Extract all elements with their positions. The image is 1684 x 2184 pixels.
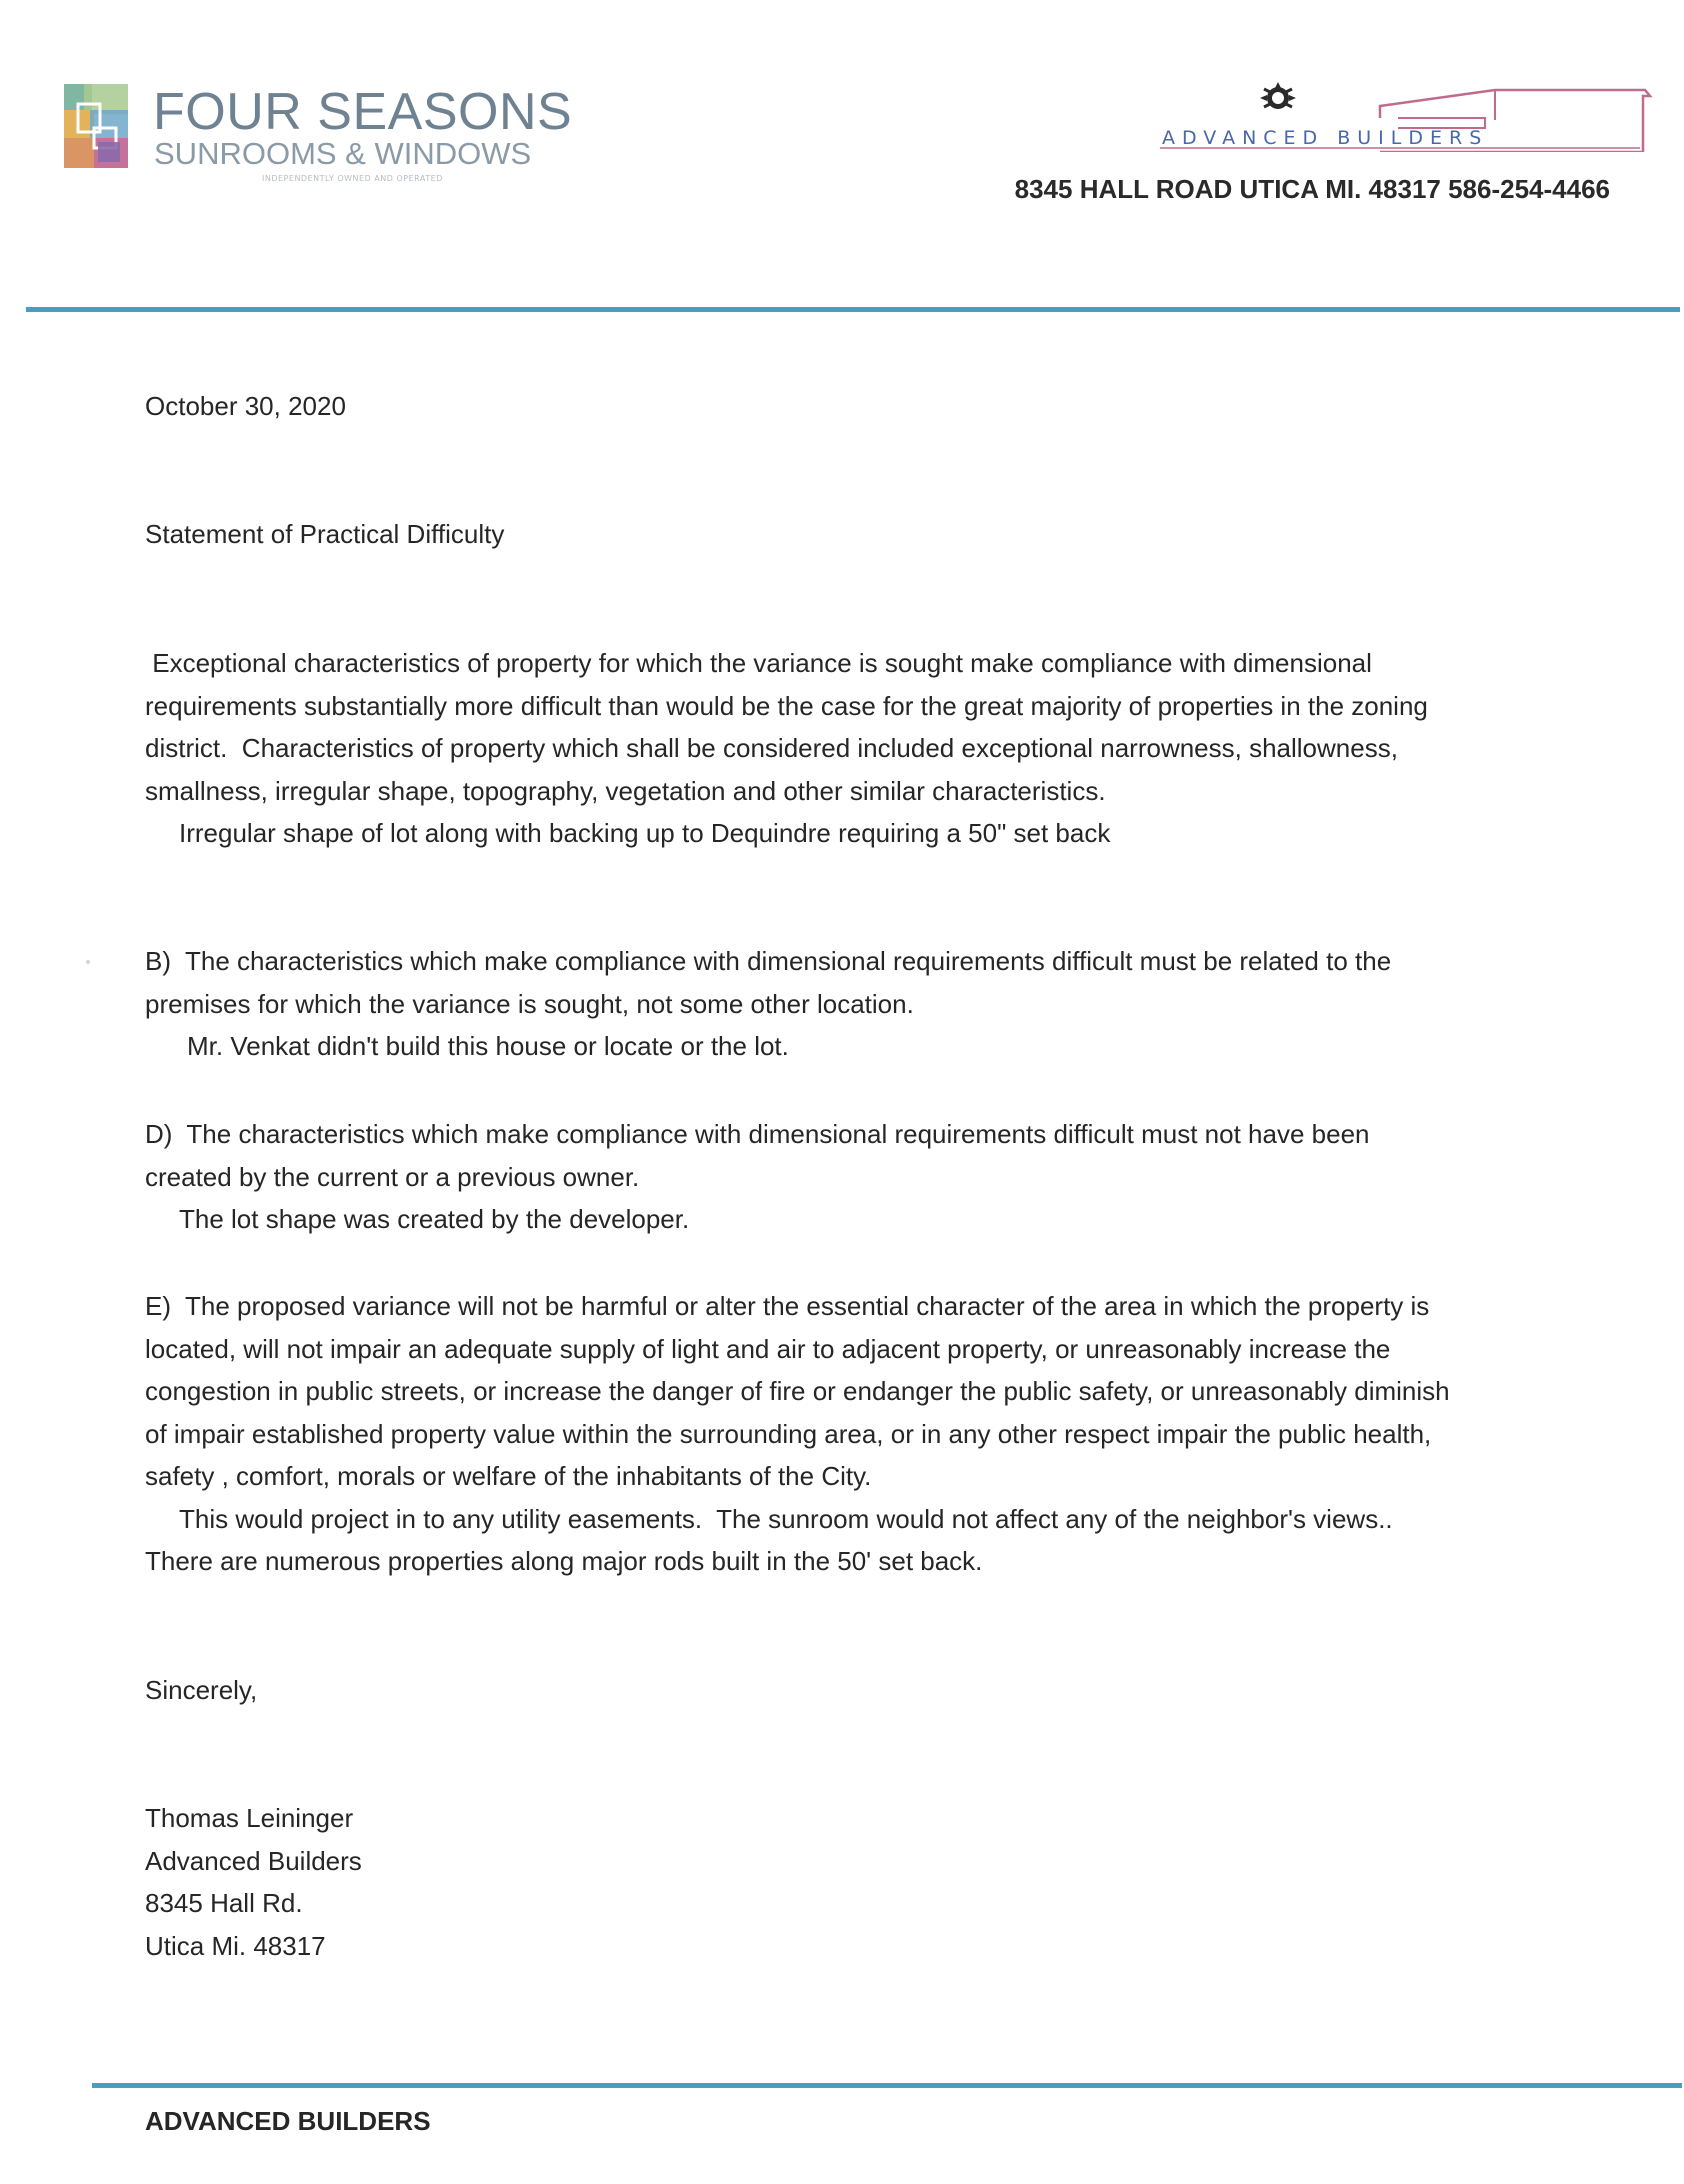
letter-subject: Statement of Practical Difficulty bbox=[145, 519, 505, 549]
header-address: 8345 HALL ROAD UTICA MI. 48317 586-254-4466 bbox=[1014, 174, 1610, 204]
paragraph-line: congestion in public streets, or increase the danger of fire or endanger the public safety, or unreasonably diminish bbox=[145, 1376, 1450, 1406]
paragraph-response: Mr. Venkat didn't build this house or locate or the lot. bbox=[187, 1031, 789, 1061]
paragraph-line: safety , comfort, morals or welfare of the inhabitants of the City. bbox=[145, 1461, 872, 1491]
paragraph-line: B) The characteristics which make compliance with dimensional requirements difficult must be related to the bbox=[145, 946, 1392, 976]
four-seasons-title: FOUR SEASONS bbox=[153, 83, 573, 141]
paragraph-line: district. Characteristics of property which shall be considered included exceptional narrowness, shallowness, bbox=[145, 733, 1398, 763]
paragraph-line: created by the current or a previous owner. bbox=[145, 1161, 640, 1192]
paragraph-response: There are numerous properties along major rods built in the 50' set back. bbox=[145, 1546, 983, 1576]
paragraph-line: of impair established property value within the surrounding area, or in any other respect impair the public health, bbox=[145, 1418, 1432, 1449]
paragraph-line: smallness, irregular shape, topography, vegetation and other similar characteristics. bbox=[145, 775, 1106, 806]
signature-street: 8345 Hall Rd. bbox=[145, 1888, 303, 1918]
paragraph-b bbox=[145, 940, 1585, 1068]
signature-city: Utica Mi. 48317 bbox=[145, 1930, 326, 1961]
paragraph-line: Exceptional characteristics of property for which the variance is sought make compliance with dimensional bbox=[145, 648, 1372, 678]
letter-closing: Sincerely, bbox=[145, 1675, 258, 1705]
letter-date: October 30, 2020 bbox=[145, 391, 346, 421]
footer-company: ADVANCED BUILDERS bbox=[145, 2106, 431, 2136]
paragraph-e bbox=[145, 1285, 1585, 1583]
paragraph-d bbox=[145, 1113, 1585, 1241]
four-seasons-logo-mark bbox=[64, 84, 128, 168]
paragraph-response: The lot shape was created by the developer. bbox=[179, 1204, 690, 1234]
paragraph-line: premises for which the variance is sought, not some other location. bbox=[145, 988, 914, 1019]
signature-block bbox=[145, 1797, 1585, 1967]
signature-company: Advanced Builders bbox=[145, 1845, 362, 1876]
advanced-builders-logo-text: ADVANCED BUILDERS bbox=[1162, 127, 1489, 149]
header-divider bbox=[26, 307, 1680, 312]
paragraph-line: D) The characteristics which make compliance with dimensional requirements difficult must not have been bbox=[145, 1119, 1370, 1149]
paragraph-line: E) The proposed variance will not be harmful or alter the essential character of the area in which the property is bbox=[145, 1291, 1430, 1321]
paragraph-response: This would project in to any utility easements. The sunroom would not affect any of the neighbor's views.. bbox=[179, 1503, 1393, 1534]
paragraph-line: located, will not impair an adequate supply of light and air to adjacent property, or unreasonably increase the bbox=[145, 1333, 1391, 1364]
footer-divider bbox=[92, 2083, 1682, 2088]
four-seasons-tagline: INDEPENDENTLY OWNED AND OPERATED bbox=[262, 174, 443, 183]
margin-mark bbox=[86, 960, 90, 964]
paragraph-line: requirements substantially more difficult than would be the case for the great majority of properties in the zoning bbox=[145, 690, 1428, 721]
signature-name: Thomas Leininger bbox=[145, 1803, 354, 1833]
paragraph-response: Irregular shape of lot along with backing up to Dequindre requiring a 50" set back bbox=[179, 818, 1111, 848]
four-seasons-subtitle: SUNROOMS & WINDOWS bbox=[154, 136, 532, 171]
paragraph-a bbox=[145, 642, 1585, 855]
